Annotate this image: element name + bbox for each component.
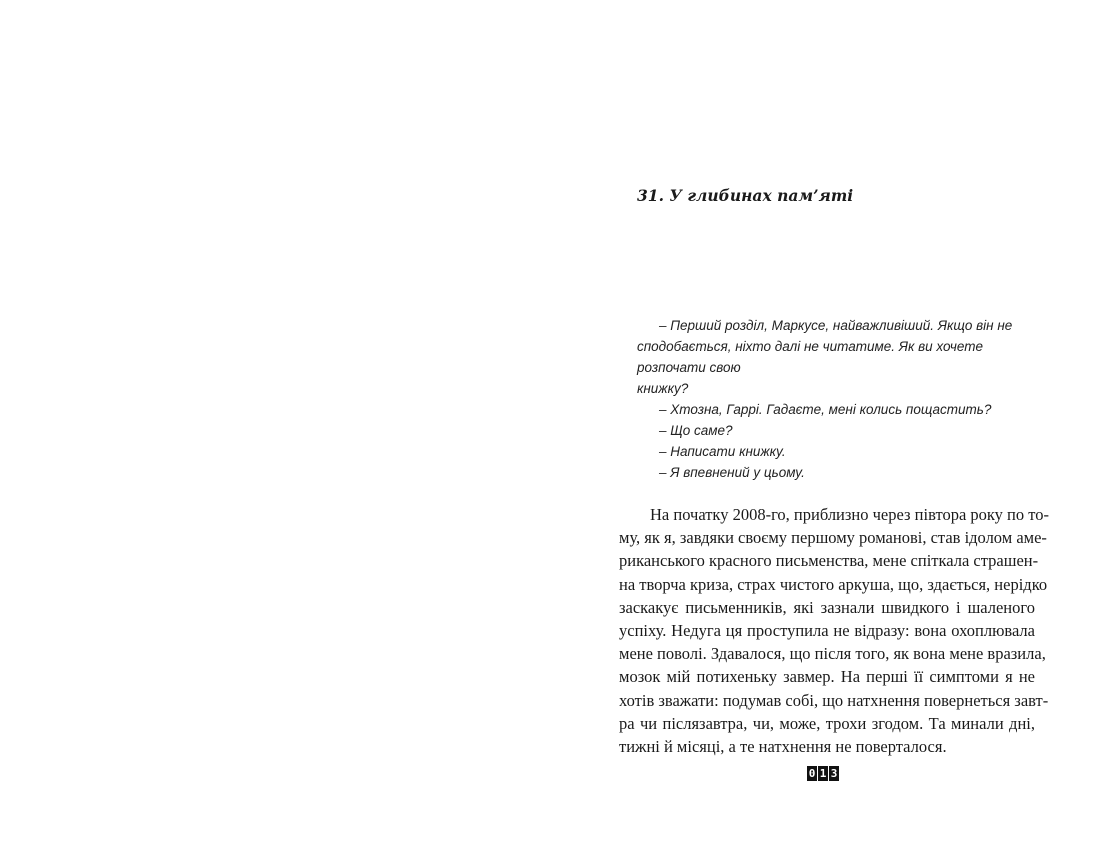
chapter-title: 31. У глибинах пам’яті — [637, 186, 854, 205]
epigraph-line: – Перший розділ, Маркусе, найважливіший. Якщо він не — [659, 318, 1013, 333]
epigraph — [637, 315, 1017, 483]
left-page — [0, 0, 552, 850]
page-number-digit: 1 — [819, 767, 827, 780]
body-line: мене поволі. Здавалося, що після того, як вона мене вразила, — [619, 644, 1046, 664]
body-line: хотів зважати: подумав собі, що натхнення повернеться завт- — [619, 690, 1049, 710]
body-paragraph — [619, 503, 1049, 758]
epigraph-line: – Написати книжку. — [659, 444, 786, 459]
epigraph-line: – Я впевнений у цьому. — [659, 465, 805, 480]
page-number — [807, 766, 839, 781]
body-line: ра чи післязавтра, чи, може, трохи згодом. Та минали дні, — [619, 713, 1035, 733]
epigraph-line: – Що саме? — [659, 423, 733, 438]
page-number-digit: 0 — [808, 767, 816, 780]
body-line: риканського красного письменства, мене спіткала страшен- — [619, 551, 1039, 571]
body-line: тижні й місяці, а те натхнення не поверталося. — [619, 737, 947, 757]
body-line: мозок мій потихеньку завмер. На перші її симптоми я не — [619, 667, 1035, 687]
right-page — [552, 0, 1105, 850]
epigraph-line: – Хтозна, Гаррі. Гадаєте, мені колись пощастить? — [659, 402, 992, 417]
epigraph-line: сподобається, ніхто далі не читатиме. Як ви хочете розпочати свою — [637, 339, 984, 375]
page-number-digit: 3 — [830, 767, 838, 780]
epigraph-line: книжку? — [637, 381, 689, 396]
body-line: успіху. Недуга ця проступила не відразу: вона охоплювала — [619, 621, 1035, 641]
body-line: му, як я, завдяки своєму першому романові, став ідолом аме- — [619, 528, 1047, 548]
body-line: на творча криза, страх чистого аркуша, що, здається, нерідко — [619, 574, 1048, 594]
body-line: заскакує письменників, які зазнали швидкого і шаленого — [619, 597, 1035, 617]
body-line: На початку 2008-го, приблизно через півтора року по то- — [650, 505, 1049, 524]
